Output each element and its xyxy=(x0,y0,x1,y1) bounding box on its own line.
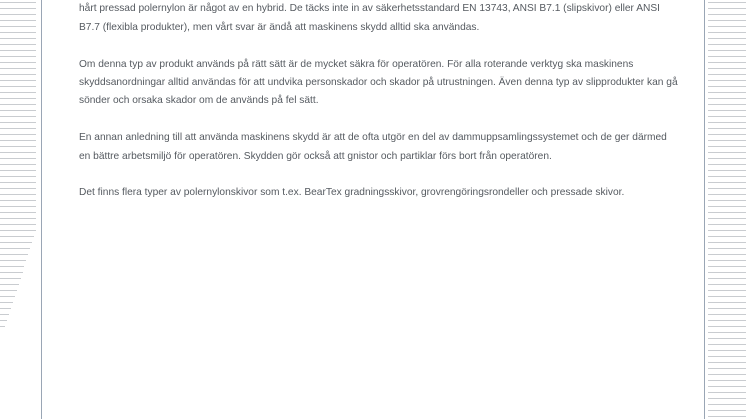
stripe-line xyxy=(0,296,15,297)
stripe-line xyxy=(0,8,36,9)
stripe-line xyxy=(708,38,746,39)
stripe-line xyxy=(708,278,746,279)
stripe-line xyxy=(708,344,746,345)
stripe-line xyxy=(0,164,36,165)
stripe-line xyxy=(708,236,746,237)
stripe-line xyxy=(0,44,36,45)
stripe-line xyxy=(708,14,746,15)
stripe-line xyxy=(0,38,36,39)
stripe-line xyxy=(708,404,746,405)
stripe-line xyxy=(0,212,36,213)
stripe-line xyxy=(0,224,36,225)
stripe-line xyxy=(708,200,746,201)
stripe-line xyxy=(708,32,746,33)
stripe-line xyxy=(708,290,746,291)
stripe-line xyxy=(708,338,746,339)
stripe-line xyxy=(708,212,746,213)
stripe-line xyxy=(708,152,746,153)
stripe-line xyxy=(0,254,28,255)
stripe-line xyxy=(708,296,746,297)
stripe-line xyxy=(708,188,746,189)
stripe-line xyxy=(0,92,36,93)
stripe-line xyxy=(0,182,36,183)
paragraph-3: En annan anledning till att använda maskinens skydd är att de ofta utgör en del av dammuppsamlingssystemet och de ger därmed en bättre arbetsmiljö för operatören. Skydden gör också att gnistor och partiklar förs bort från operatören. xyxy=(79,132,667,162)
stripe-line xyxy=(0,32,36,33)
stripe-line xyxy=(0,110,36,111)
stripe-line xyxy=(0,302,13,303)
stripe-line xyxy=(708,260,746,261)
stripe-line xyxy=(708,314,746,315)
stripe-line xyxy=(708,170,746,171)
stripe-line xyxy=(0,14,36,15)
stripe-line xyxy=(708,8,746,9)
stripe-line xyxy=(708,80,746,81)
stripe-line xyxy=(708,332,746,333)
stripe-line xyxy=(708,302,746,303)
stripe-line xyxy=(708,224,746,225)
stripe-line xyxy=(708,368,746,369)
stripe-line xyxy=(708,92,746,93)
stripe-line xyxy=(0,68,36,69)
stripe-line xyxy=(0,122,36,123)
stripe-line xyxy=(708,284,746,285)
stripe-line xyxy=(0,290,17,291)
stripe-line xyxy=(708,110,746,111)
stripe-line xyxy=(0,56,36,57)
stripe-line xyxy=(708,398,746,399)
stripe-line xyxy=(0,158,36,159)
stripe-line xyxy=(0,266,24,267)
stripe-line xyxy=(708,116,746,117)
stripe-line xyxy=(708,410,746,411)
paragraph-2: Om denna typ av produkt används på rätt sätt är de mycket säkra för operatören. För alla roterande verktyg ska maskinens skyddsanordningar alltid användas för att undvika personskador och skador på utrustningen. Även denna typ av slipprodukter kan gå sönder och orsaka skador om de används på fel sätt. xyxy=(79,58,678,107)
stripe-line xyxy=(0,128,36,129)
stripe-line xyxy=(708,134,746,135)
stripe-line xyxy=(0,218,36,219)
stripe-line xyxy=(708,374,746,375)
stripe-line xyxy=(0,170,36,171)
stripe-line xyxy=(0,50,36,51)
stripe-line xyxy=(0,272,23,273)
stripe-line xyxy=(708,362,746,363)
stripe-line xyxy=(708,182,746,183)
stripe-line xyxy=(708,194,746,195)
stripe-line xyxy=(0,248,30,249)
stripe-line xyxy=(708,140,746,141)
stripe-line xyxy=(708,266,746,267)
stripe-line xyxy=(0,134,36,135)
stripe-line xyxy=(708,218,746,219)
right-decorative-stripes xyxy=(708,0,746,419)
left-decorative-stripes xyxy=(0,0,36,419)
stripe-line xyxy=(0,140,36,141)
stripe-line xyxy=(708,74,746,75)
stripe-line xyxy=(0,116,36,117)
stripe-line xyxy=(708,350,746,351)
stripe-line xyxy=(708,146,746,147)
stripe-line xyxy=(708,20,746,21)
stripe-line xyxy=(0,20,36,21)
stripe-line xyxy=(708,128,746,129)
stripe-line xyxy=(0,284,19,285)
stripe-line xyxy=(708,98,746,99)
stripe-line xyxy=(0,86,36,87)
stripe-line xyxy=(0,26,36,27)
stripe-line xyxy=(0,146,36,147)
stripe-line xyxy=(0,104,36,105)
stripe-line xyxy=(0,230,36,231)
stripe-line xyxy=(708,272,746,273)
stripe-line xyxy=(708,254,746,255)
stripe-line xyxy=(0,194,36,195)
stripe-line xyxy=(708,26,746,27)
stripe-line xyxy=(708,320,746,321)
right-border-rule xyxy=(704,0,705,419)
stripe-line xyxy=(0,152,36,153)
stripe-line xyxy=(708,164,746,165)
stripe-line xyxy=(0,98,36,99)
stripe-line xyxy=(0,206,36,207)
stripe-line xyxy=(708,248,746,249)
stripe-line xyxy=(708,44,746,45)
stripe-line xyxy=(708,122,746,123)
left-border-rule xyxy=(41,0,42,419)
stripe-line xyxy=(0,314,9,315)
stripe-line xyxy=(708,380,746,381)
stripe-line xyxy=(708,230,746,231)
stripe-line xyxy=(708,386,746,387)
stripe-line xyxy=(708,56,746,57)
stripe-line xyxy=(708,62,746,63)
stripe-line xyxy=(708,68,746,69)
stripe-line xyxy=(708,158,746,159)
stripe-line xyxy=(708,392,746,393)
stripe-line xyxy=(0,236,34,237)
paragraph-4: Det finns flera typer av polernylonskivor som t.ex. BearTex gradningsskivor, grovrengöringsrondeller och pressade skivor. xyxy=(79,187,625,199)
stripe-line xyxy=(708,242,746,243)
stripe-line xyxy=(708,104,746,105)
stripe-line xyxy=(0,2,36,3)
stripe-line xyxy=(0,176,36,177)
stripe-line xyxy=(0,320,7,321)
stripe-line xyxy=(0,74,36,75)
paragraph-1: hårt pressad polernylon är något av en hybrid. De täcks inte in av säkerhetsstandard EN 13743, ANSI B7.1 (slipskivor) eller ANSI B7.7 (flexibla produkter), men vårt svar är ändå att maskinens skydd alltid ska användas. xyxy=(79,3,660,33)
stripe-line xyxy=(708,416,746,417)
stripe-line xyxy=(0,200,36,201)
stripe-line xyxy=(708,50,746,51)
stripe-line xyxy=(0,62,36,63)
stripe-line xyxy=(0,278,21,279)
stripe-line xyxy=(708,308,746,309)
stripe-line xyxy=(0,242,32,243)
stripe-line xyxy=(0,308,11,309)
stripe-line xyxy=(0,80,36,81)
stripe-line xyxy=(708,326,746,327)
stripe-line xyxy=(0,326,5,327)
stripe-line xyxy=(708,2,746,3)
stripe-line xyxy=(708,86,746,87)
stripe-line xyxy=(708,356,746,357)
stripe-line xyxy=(708,176,746,177)
article-body xyxy=(79,0,679,221)
stripe-line xyxy=(0,188,36,189)
stripe-line xyxy=(708,206,746,207)
stripe-line xyxy=(0,260,26,261)
